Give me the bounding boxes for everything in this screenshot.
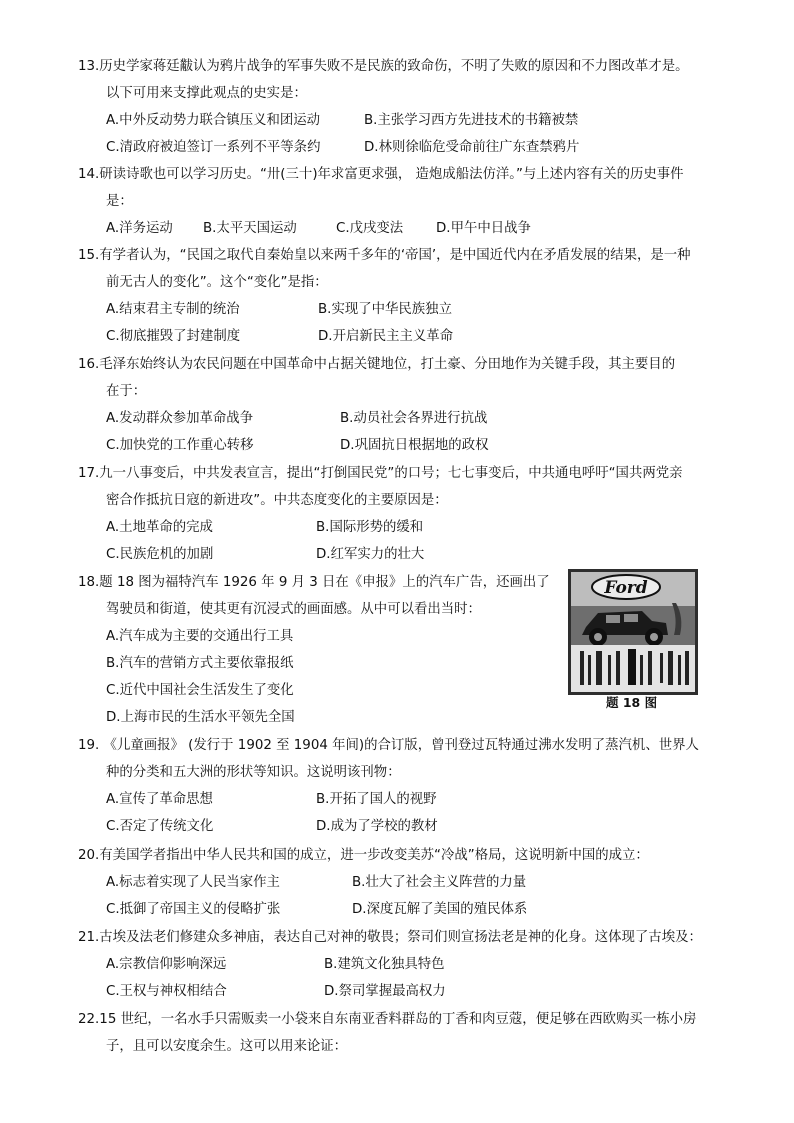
- question-15-option-b: B.实现了中华民族独立: [318, 302, 452, 317]
- question-17-option-b: B.国际形势的缓和: [316, 520, 424, 535]
- question-18-option-d: D.上海市民的生活水平领先全国: [106, 710, 295, 725]
- question-20-option-c: C.抵御了帝国主义的侵略扩张: [106, 902, 281, 917]
- question-20-option-a: A.标志着实现了人民当家作主: [106, 875, 280, 890]
- question-15-stem: 15.有学者认为，“民国之取代自秦始皇以来两千多年的‘帝国’，是中国近代内在矛盾发展的结果，是一种: [78, 248, 691, 263]
- question-19-option-a: A.宣传了革命思想: [106, 792, 213, 807]
- question-17-option-c: C.民族危机的加剧: [106, 547, 214, 562]
- question-14-option-d: D.甲午中日战争: [436, 221, 531, 236]
- question-19-stem-cont: 种的分类和五大洲的形状等知识。这说明该刊物：: [106, 765, 401, 780]
- question-17-stem: 17.九一八事变后，中共发表宣言，提出“打倒国民党”的口号；七七事变后，中共通电呼吁“国共两党亲: [78, 466, 683, 481]
- question-17-stem-cont: 密合作抵抗日寇的新进攻”。中共态度变化的主要原因是：: [106, 493, 448, 508]
- ford-advertisement-image: [568, 569, 698, 695]
- question-19-stem: 19. 《儿童画报》 (发行于 1902 至 1904 年间)的合订版，曾刊登过瓦特通过沸水发明了蒸汽机、世界人: [78, 738, 699, 753]
- question-18-option-b: B.汽车的营销方式主要依靠报纸: [106, 656, 294, 671]
- question-13-option-d: D.林则徐临危受命前往广东查禁鸦片: [364, 140, 580, 155]
- question-19-option-c: C.否定了传统文化: [106, 819, 214, 834]
- question-16-option-b: B.动员社会各界进行抗战: [340, 411, 488, 426]
- question-13-option-c: C.清政府被迫签订一系列不平等条约: [106, 140, 321, 155]
- question-20-option-d: D.深度瓦解了美国的殖民体系: [352, 902, 528, 917]
- question-16-stem-cont: 在于：: [106, 384, 147, 399]
- question-13-option-a: A.中外反动势力联合镇压义和团运动: [106, 113, 321, 128]
- question-18-stem-cont: 驾驶员和街道，使其更有沉浸式的画面感。从中可以看出当时：: [106, 602, 481, 617]
- question-21-option-c: C.王权与神权相结合: [106, 984, 227, 999]
- question-14-option-b: B.太平天国运动: [203, 221, 297, 236]
- question-14-stem: 14.研读诗歌也可以学习历史。“卅(三十)年求富更求强， 造炮成船法仿洋。”与上述内容有关的历史事件: [78, 167, 684, 182]
- question-18-option-c: C.近代中国社会生活发生了变化: [106, 683, 294, 698]
- question-20-option-b: B.壮大了社会主义阵营的力量: [352, 875, 527, 890]
- question-22-stem: 22.15 世纪，一名水手只需贩卖一小袋来自东南亚香料群岛的丁香和肉豆蔻，便足够在西欧购买一栋小房: [78, 1012, 697, 1027]
- ford-logo: Ford: [604, 578, 648, 598]
- question-19-option-b: B.开拓了国人的视野: [316, 792, 437, 807]
- question-15-stem-cont: 前无古人的变化”。这个“变化”是指：: [106, 275, 328, 290]
- question-16-stem: 16.毛泽东始终认为农民问题在中国革命中占据关键地位，打土豪、分田地作为关键手段，其主要目的: [78, 357, 676, 372]
- question-20-stem: 20.有美国学者指出中华人民共和国的成立，进一步改变美苏“冷战”格局，这说明新中国的成立：: [78, 848, 649, 863]
- question-14-stem-cont: 是：: [106, 194, 133, 209]
- question-21-option-a: A.宗教信仰影响深远: [106, 957, 227, 972]
- question-22-stem-cont: 子，且可以安度余生。这可以用来论证：: [106, 1039, 348, 1054]
- question-21-option-b: B.建筑文化独具特色: [324, 957, 445, 972]
- question-13-stem-cont: 以下可用来支撑此观点的史实是：: [106, 86, 307, 101]
- question-18-option-a: A.汽车成为主要的交通出行工具: [106, 629, 294, 644]
- question-15-option-a: A.结束君主专制的统治: [106, 302, 240, 317]
- question-13-option-b: B.主张学习西方先进技术的书籍被禁: [364, 113, 579, 128]
- question-16-option-a: A.发动群众参加革命战争: [106, 411, 254, 426]
- question-21-stem: 21.古埃及法老们修建众多神庙，表达自己对神的敬畏；祭司们则宣扬法老是神的化身。这体现了古埃及：: [78, 930, 702, 945]
- question-16-option-c: C.加快党的工作重心转移: [106, 438, 254, 453]
- question-21-option-d: D.祭司掌握最高权力: [324, 984, 446, 999]
- question-15-option-d: D.开启新民主主义革命: [318, 329, 454, 344]
- question-13-stem: 13.历史学家蒋廷黻认为鸦片战争的军事失败不是民族的致命伤，不明了失败的原因和不力图改革才是。: [78, 59, 689, 74]
- figure-18-caption: 题 18 图: [606, 695, 658, 710]
- question-15-option-c: C.彻底摧毁了封建制度: [106, 329, 241, 344]
- ford-ad-illustration: [568, 569, 698, 695]
- question-14-option-a: A.洋务运动: [106, 221, 173, 236]
- question-16-option-d: D.巩固抗日根据地的政权: [340, 438, 489, 453]
- question-17-option-a: A.土地革命的完成: [106, 520, 213, 535]
- question-18-stem: 18.题 18 图为福特汽车 1926 年 9 月 3 日在《申报》上的汽车广告，还画出了: [78, 575, 550, 590]
- question-17-option-d: D.红军实力的壮大: [316, 547, 425, 562]
- question-19-option-d: D.成为了学校的教材: [316, 819, 438, 834]
- question-14-option-c: C.戊戌变法: [336, 221, 404, 236]
